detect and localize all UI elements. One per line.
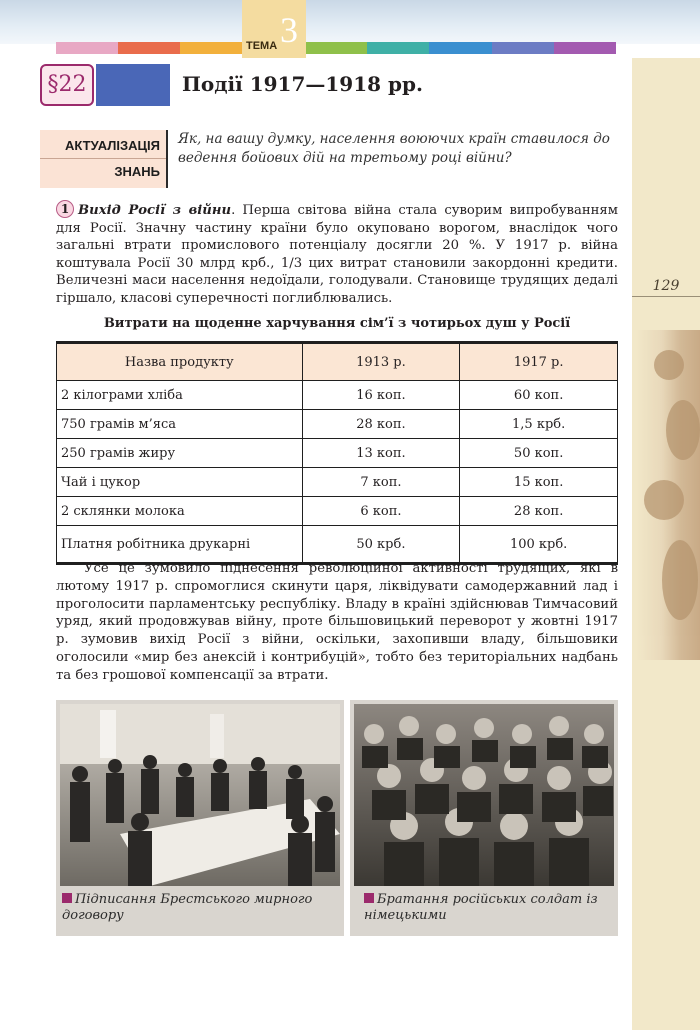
table-cell: 16 коп. — [302, 381, 460, 410]
photo-caption — [62, 892, 332, 924]
table-row — [57, 381, 618, 410]
actualization-rule — [166, 130, 168, 188]
color-stripe — [492, 42, 554, 54]
photo-caption-text: Підписання Брестського мирного договору — [62, 892, 313, 923]
prices-table — [56, 341, 618, 565]
table-cell: 50 крб. — [302, 526, 460, 564]
actualization-sublabel: ЗНАНЬ — [114, 164, 160, 179]
actualization-question: Як, на вашу думку, населення воюючих країн ставилося до ведення бойових дій на третьому році війни? — [178, 131, 610, 166]
paragraph-bar — [96, 64, 170, 106]
table-title: Витрати на щоденне харчування сім’ї з чотирьох душ у Росії — [103, 316, 571, 331]
margin-illustration — [636, 330, 700, 660]
table-cell: 50 коп. — [460, 439, 618, 468]
table-cell: Чай і цукор — [57, 468, 303, 497]
section-2-text: Усе це зумовило піднесення революційної активності трудящих, які в лютому 1917 р. спромоглися скинути царя, ліквідувати самодержавний лад і проголосити парламентську республіку. Владу в країні здійснював Тимчасовий уряд, який продовжував війну, проте більшовицький переворот у жовтні 1917 р. зумовив вихід Росії з війни, оскільки, захопивши владу, більшовики оголосили «мир без анексій і контрибуцій», тобто без територіальних надбань та без грошової компенсації за втрати. — [56, 561, 618, 683]
color-stripes — [56, 42, 616, 54]
color-stripe — [118, 42, 180, 54]
table-row — [57, 526, 618, 564]
table-cell: 60 коп. — [460, 381, 618, 410]
theme-tab — [242, 0, 306, 58]
section-1 — [56, 200, 618, 307]
table-header-cell: Назва продукту — [57, 343, 303, 381]
table-row — [57, 468, 618, 497]
table-cell: Платня робітника друкарні — [57, 526, 303, 564]
color-stripe — [429, 42, 491, 54]
table-cell: 7 коп. — [302, 468, 460, 497]
table-header-cell: 1913 р. — [302, 343, 460, 381]
section-heading: Вихід Росії з війни — [78, 203, 232, 218]
photo-fraternization-image — [354, 704, 614, 886]
photo-brest-treaty-image — [60, 704, 340, 886]
table-row — [57, 439, 618, 468]
table-row — [57, 410, 618, 439]
table-cell: 28 коп. — [302, 410, 460, 439]
page-number: 129 — [652, 278, 680, 294]
color-stripe — [180, 42, 242, 54]
table-cell: 15 коп. — [460, 468, 618, 497]
actualization-box — [40, 130, 166, 188]
theme-number: 3 — [280, 10, 298, 50]
page-number-rule — [632, 296, 700, 297]
paragraph-number: §22 — [40, 64, 94, 106]
section-text: . Перша світова війна стала суворим випробуванням для Росії. Значну частину країни було окуповано ворогом, внаслідок чого загальні втрати промислового потенціалу досягли 20 %. У 1917 р. війна коштувала Росії 30 млрд крб., 1/3 цих витрат становили закордонні кредити. Величезні маси населення недоїдали, голодували. Становище трудящих дедалі гіршало, класові суперечності поглиблювались. — [56, 203, 619, 306]
photo-brest-treaty — [56, 700, 344, 936]
table-cell: 100 крб. — [460, 526, 618, 564]
table-cell: 250 грамів жиру — [57, 439, 303, 468]
table-header-row — [57, 343, 618, 381]
photo-caption — [364, 892, 604, 924]
photo-caption-text: Братання російських солдат із німецькими — [364, 892, 598, 923]
table-cell: 750 грамів м’яса — [57, 410, 303, 439]
table-cell: 2 кілограми хліба — [57, 381, 303, 410]
actualization-divider — [40, 158, 166, 159]
actualization-label: АКТУАЛІЗАЦІЯ — [65, 138, 160, 153]
photo-fraternization — [350, 700, 618, 936]
page-title: Події 1917—1918 рр. — [182, 72, 423, 96]
table-cell: 6 коп. — [302, 497, 460, 526]
color-stripe — [56, 42, 118, 54]
table-cell: 13 коп. — [302, 439, 460, 468]
color-stripe — [367, 42, 429, 54]
caption-marker-icon — [62, 893, 72, 903]
theme-label: ТЕМА — [246, 40, 278, 52]
color-stripe — [305, 42, 367, 54]
table-cell: 1,5 крб. — [460, 410, 618, 439]
table-header-cell: 1917 р. — [460, 343, 618, 381]
table-cell: 2 склянки молока — [57, 497, 303, 526]
table-row — [57, 497, 618, 526]
color-stripe — [554, 42, 616, 54]
caption-marker-icon — [364, 893, 374, 903]
header-band — [0, 0, 700, 44]
table-cell: 28 коп. — [460, 497, 618, 526]
section-number-badge: 1 — [56, 200, 74, 218]
